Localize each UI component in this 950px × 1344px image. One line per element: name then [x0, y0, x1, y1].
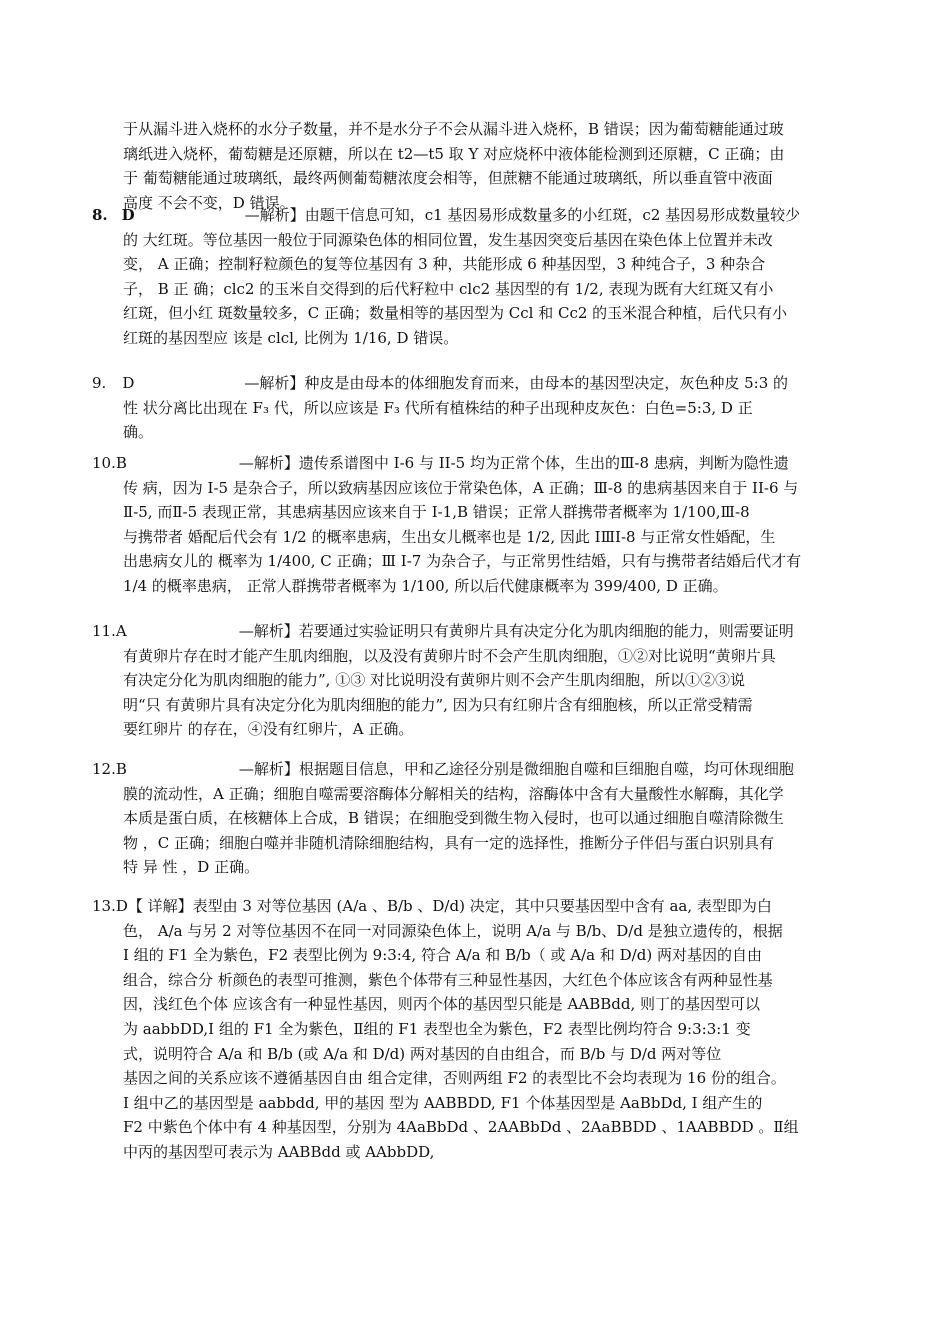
text-line: 有黄卵片存在时才能产生肌肉细胞，以及没有黄卵片时不会产生肌肉细胞，①②对比说明“黄卵片具	[123, 646, 776, 665]
text-line: 红斑的基因型应 该是 clcl, 比例为 1/16, D 错误。	[123, 328, 459, 347]
text-line: —解析】由题干信息可知，c1 基因易形成数量多的小红斑，c2 基因易形成数量较少	[244, 206, 801, 224]
text-line: 本质是蛋白质，在核糖体上合成，B 错误；在细胞受到微生物入侵时，也可以通过细胞自噬清除微生	[123, 809, 784, 828]
text-line: —解析】遗传系谱图中 I-6 与 II-5 均为正常个体，生出的Ⅲ-8 患病，判断为隐性遗	[238, 454, 789, 472]
text-line: 确。	[123, 423, 154, 442]
text-line: 于 葡萄糖能通过玻璃纸，最终两侧葡萄糖浓度会相等，但蔗糖不能通过玻璃纸，所以垂直管中液面	[123, 169, 773, 188]
text-line: I 组中乙的基因型是 aabbdd, 甲的基因 型为 AABBDD, F1 个体基因型是 AaBbDd, I 组产生的	[123, 1093, 763, 1112]
text-line: 璃纸进入烧杯，葡萄糖是还原糖，所以在 t2—t5 取 Y 对应烧杯中液体能检测到还原糖，C 正确；由	[123, 144, 785, 163]
answer-letter: D	[121, 206, 135, 224]
text-line: 式，说明符合 A/a 和 B/b (或 A/a 和 D/d) 两对基因的自由组合，而 B/b 与 D/d 两对等位	[123, 1044, 722, 1063]
text-line: 特 异 性 ，D 正确。	[123, 858, 260, 877]
text-line: 性 状分离比出现在 F₃ 代，所以应该是 F₃ 代所有植株结的种子出现种皮灰色：白色=5:3, D 正	[123, 398, 753, 417]
question-number: 9.	[92, 374, 107, 392]
question-number: 11.A	[92, 622, 127, 640]
answer-11	[92, 619, 862, 742]
text-line: 因，浅红色个体 应该含有一种显性基因，则丙个体的基因型只能是 AABBdd, 则丁的基因型可以	[123, 995, 760, 1014]
intro-paragraph	[92, 117, 862, 215]
text-line: 明“只 有黄卵片具有决定分化为肌肉细胞的能力”, 因为只有红卵片含有细胞核，所以正常受精需	[123, 695, 753, 714]
text-line: —解析】若要通过实验证明只有黄卵片具有决定分化为肌肉细胞的能力，则需要证明	[238, 622, 794, 640]
text-line: 红斑，但小红 斑数量较多，C 正确；数量相等的基因型为 Ccl 和 Cc2 的玉米混合种植，后代只有小	[123, 304, 788, 323]
text-line: 1/4 的概率患病， 正常人群携带者概率为 1/100, 所以后代健康概率为 399/400, D 正确。	[123, 576, 728, 595]
answer-letter: D	[122, 374, 135, 392]
question-number: 10.B	[92, 454, 127, 472]
text-line: 与携带者 婚配后代会有 1/2 的概率患病，生出女儿概率也是 1/2, 因此 IⅢI-8 与正常女性婚配，生	[123, 527, 776, 546]
question-number: 13.D	[92, 897, 128, 915]
answer-9	[92, 371, 862, 445]
text-line: 物 ，C 正确；细胞白噬并非随机清除细胞结构，具有一定的选择性，推断分子伴侣与蛋白识别具有	[123, 833, 775, 852]
text-line: 膜的流动性，A 正确；细胞自噬需要溶酶体分解相关的结构，溶酶体中含有大量酸性水解酶，其化学	[123, 784, 784, 803]
answer-8	[92, 203, 862, 351]
text-line: I 组的 F1 全为紫色，F2 表型比例为 9:3:4, 符合 A/a 和 B/b（ 或 A/a 和 D/d) 两对基因的自由	[123, 946, 762, 965]
question-number: 8.	[92, 206, 108, 224]
text-line: 子， B 正 确；clc2 的玉米自交得到的后代籽粒中 clc2 基因型的有 1/2, 表现为既有大红斑又有小	[123, 279, 774, 298]
text-line: Ⅱ-5, 而Ⅱ-5 表现正常，其患病基因应该来自于 I-1,B 错误；正常人群携带者概率为 1/100,Ⅲ-8	[123, 503, 750, 522]
text-line: 中丙的基因型可表示为 AABBdd 或 AAbbDD,	[123, 1142, 435, 1161]
text-line: 高度 不会不变，D 错误。	[123, 193, 295, 212]
text-line: 变， A 正确；控制籽粒颜色的复等位基因有 3 种，共能形成 6 种基因型，3 种纯合子，3 种杂合	[123, 255, 766, 274]
text-line: 有决定分化为肌肉细胞的能力”, ①③ 对比说明没有黄卵片则不会产生肌肉细胞，所以①②③说	[123, 671, 745, 690]
answer-10	[92, 451, 862, 599]
text-line: 传 病，因为 I-5 是杂合子，所以致病基因应该位于常染色体，A 正确；Ⅲ-8 的患病基因来自于 II-6 与	[123, 478, 799, 497]
text-line: 出患病女儿的 概率为 1/400, C 正确；Ⅲ I-7 为杂合子，与正常男性结婚，只有与携带者结婚后代才有	[123, 552, 802, 571]
text-line: 色， A/a 与另 2 对等位基因不在同一对同源染色体上，说明 A/a 与 B/b、D/d 是独立遗传的，根据	[123, 921, 783, 940]
text-line: 【 详解】表型由 3 对等位基因 (A/a 、B/b 、D/d) 决定，其中只要基因型中含有 aa, 表型即为白	[127, 897, 772, 915]
text-line: 为 aabbDD,I 组的 F1 全为紫色，Ⅱ组的 F1 表型也全为紫色，F2 表型比例均符合 9:3:3:1 变	[123, 1019, 751, 1038]
text-line: 要红卵片 的存在，④没有红卵片，A 正确。	[123, 720, 414, 739]
question-number: 12.B	[92, 760, 127, 778]
answer-13	[92, 894, 862, 1165]
text-line: F2 中紫色个体中有 4 种基因型，分别为 4AaBbDd 、2AABbDd 、2AaBBDD 、1AABBDD 。Ⅱ组	[123, 1118, 799, 1137]
text-line: —解析】种皮是由母本的体细胞发育而来，由母本的基因型决定，灰色种皮 5:3 的	[244, 374, 789, 392]
text-line: 基因之间的关系应该不遵循基因自由 组合定律，否则两组 F2 的表型比不会均表现为 16 份的组合。	[123, 1069, 786, 1088]
text-line: —解析】根据题目信息，甲和乙途径分别是微细胞自噬和巨细胞自噬，均可休现细胞	[238, 760, 794, 778]
text-line: 的 大红斑。等位基因一般位于同源染色体的相同位置，发生基因突变后基因在染色体上位置并未改	[123, 230, 773, 249]
text-line: 于从漏斗进入烧杯的水分子数量，并不是水分子不会从漏斗进入烧杯，B 错误；因为葡萄糖能通过玻	[123, 120, 784, 138]
text-line: 组合，综合分 析颜色的表型可推测，紫色个体带有三种显性基因，大红色个体应该含有两种显性基	[123, 970, 773, 989]
answer-12	[92, 757, 862, 880]
